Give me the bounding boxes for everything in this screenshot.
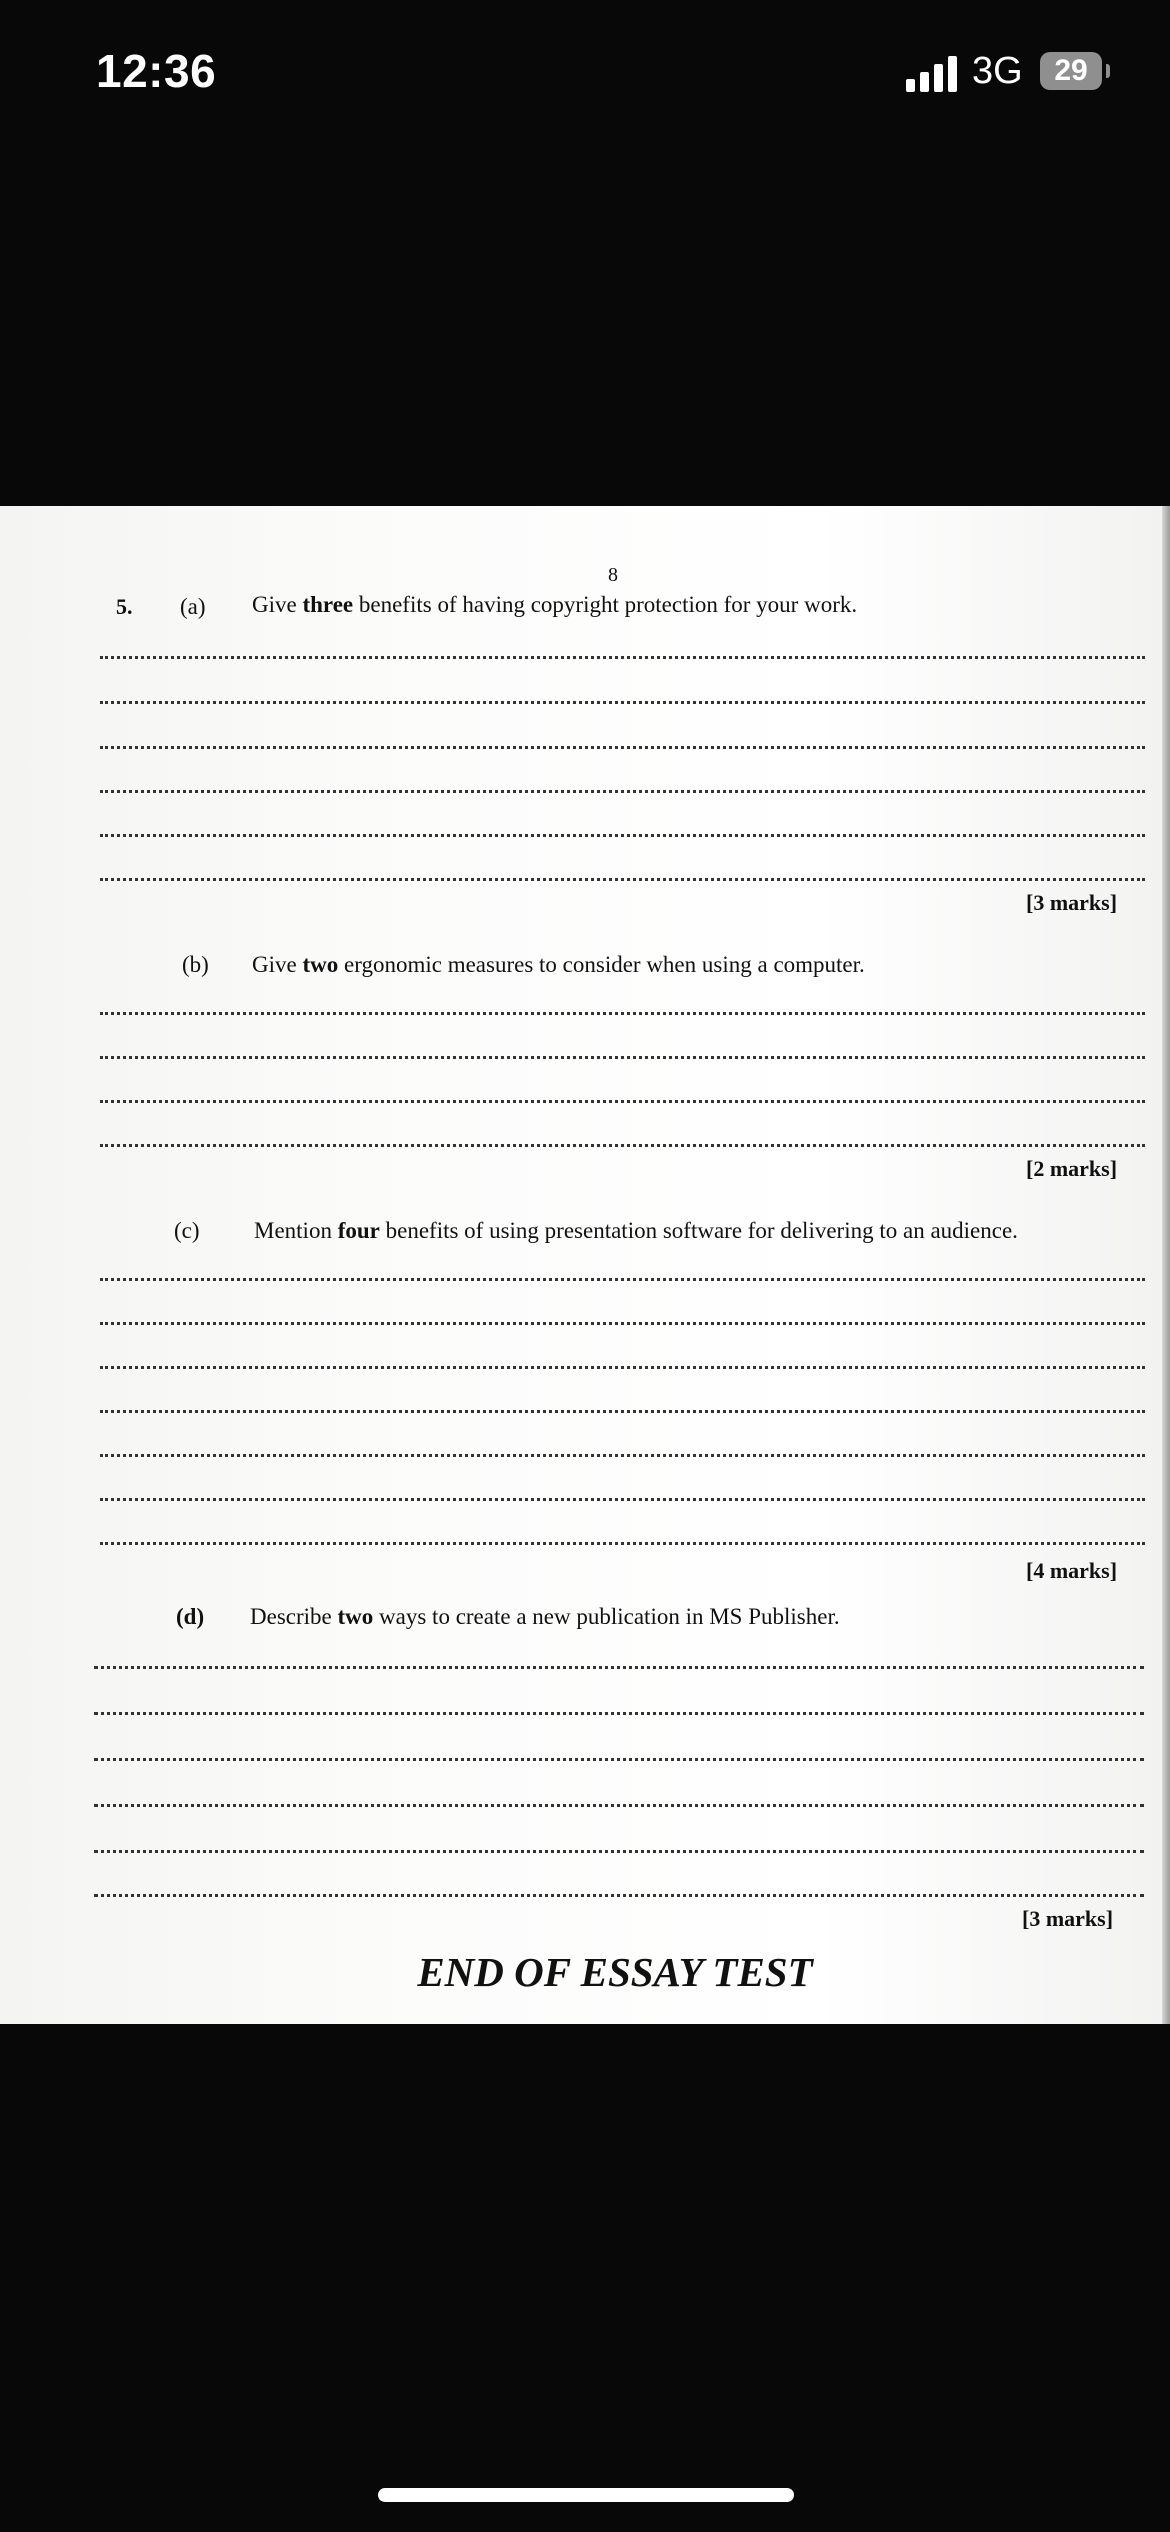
exam-page-photo[interactable] (0, 506, 1170, 2024)
part-b-question: Give two ergonomic measures to consider when using a computer. (252, 952, 865, 977)
status-time: 12:36 (96, 45, 217, 97)
answer-line[interactable] (100, 701, 1145, 704)
part-d-question: Describe two ways to create a new publication in MS Publisher. (250, 1604, 840, 1629)
answer-line[interactable] (100, 1012, 1145, 1015)
end-of-test-title: END OF ESSAY TEST (417, 1949, 813, 1995)
part-d-marks: [3 marks] (1022, 1906, 1114, 1931)
answer-line[interactable] (94, 1850, 1144, 1853)
part-b-marks: [2 marks] (1026, 1156, 1118, 1181)
answer-line[interactable] (100, 1498, 1145, 1501)
part-a-label: (a) (180, 594, 206, 619)
signal-bars-icon (906, 56, 960, 92)
battery-level-text: 29 (1054, 54, 1088, 87)
answer-line[interactable] (100, 1454, 1145, 1457)
part-c-question: Mention four benefits of using presentation software for delivering to an audience. (254, 1218, 1018, 1243)
answer-line[interactable] (94, 1804, 1144, 1807)
status-bar (0, 0, 1170, 150)
answer-line[interactable] (100, 1410, 1145, 1413)
answer-line[interactable] (100, 790, 1145, 793)
answer-line[interactable] (100, 1144, 1145, 1147)
answer-line[interactable] (100, 746, 1145, 749)
answer-line[interactable] (94, 1894, 1144, 1897)
answer-line[interactable] (100, 1100, 1145, 1103)
answer-line[interactable] (94, 1758, 1144, 1761)
answer-line[interactable] (100, 1542, 1145, 1545)
answer-line[interactable] (100, 834, 1145, 837)
battery-icon (1040, 52, 1102, 90)
network-type-label: 3G (972, 50, 1023, 92)
answer-line[interactable] (100, 1278, 1145, 1281)
answer-line[interactable] (100, 1322, 1145, 1325)
part-a-marks: [3 marks] (1026, 890, 1118, 915)
answer-line[interactable] (94, 1666, 1144, 1669)
part-a-question: Give three benefits of having copyright protection for your work. (252, 592, 858, 617)
part-d-label: (d) (176, 1604, 205, 1629)
home-indicator[interactable] (378, 2488, 794, 2502)
part-c-marks: [4 marks] (1026, 1558, 1118, 1583)
part-b-label: (b) (182, 952, 209, 977)
question-number: 5. (116, 594, 133, 619)
part-c-label: (c) (174, 1218, 200, 1243)
answer-line[interactable] (94, 1712, 1144, 1715)
answer-line[interactable] (100, 1366, 1145, 1369)
answer-line[interactable] (100, 656, 1145, 659)
page-number: 8 (608, 564, 618, 586)
answer-line[interactable] (100, 1056, 1145, 1059)
answer-line[interactable] (100, 878, 1145, 881)
battery-tip (1106, 64, 1110, 78)
